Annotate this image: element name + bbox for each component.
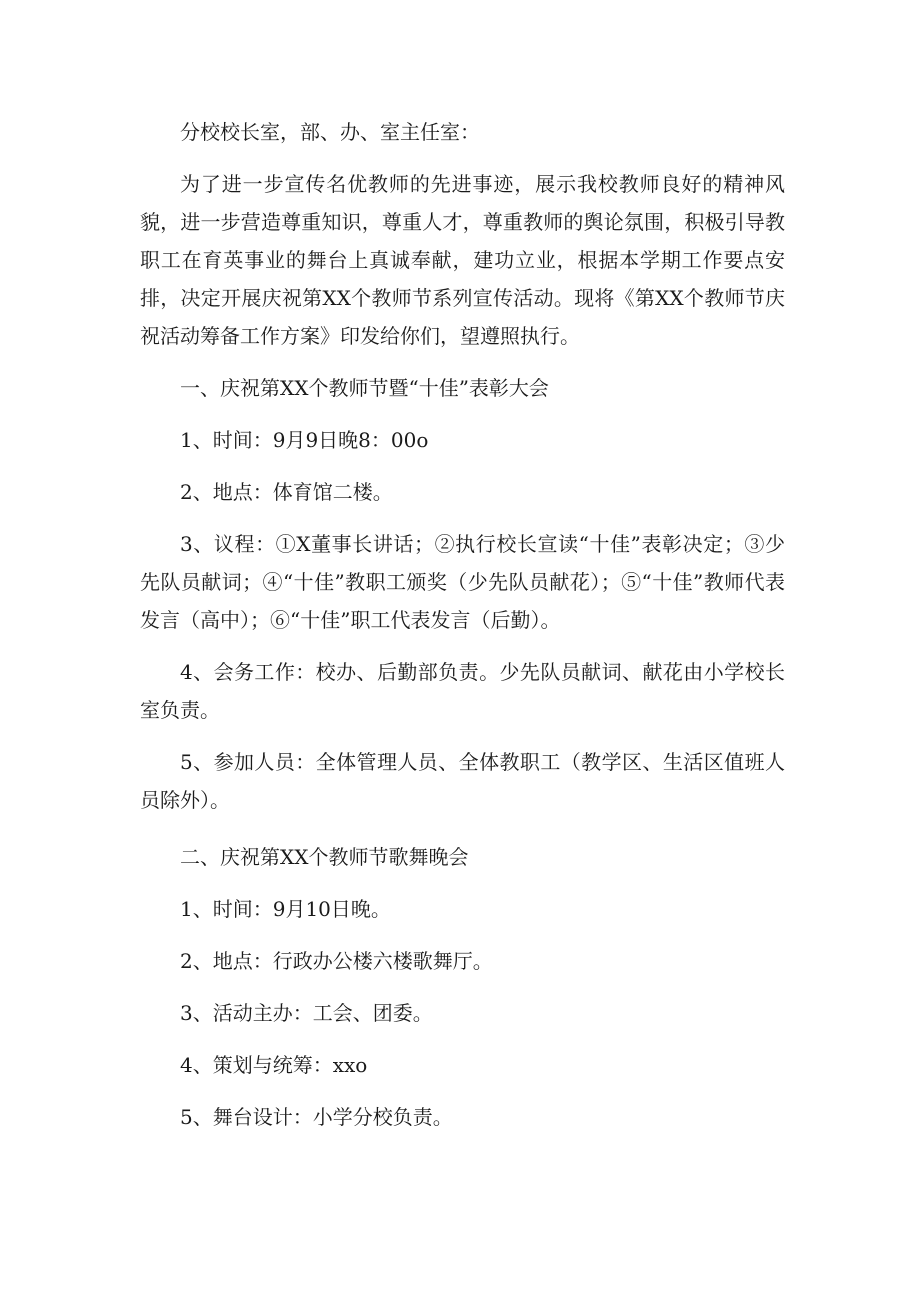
section-item: 2、地点：行政办公楼六楼歌舞厅。 (180, 949, 493, 973)
intro-paragraph: 为了进一步宣传名优教师的先进事迹，展示我校教师良好的精神风貌，进一步营造尊重知识，尊重人才，尊重教师的舆论氛围，积极引导教职工在育英事业的舞台上真诚奉献，建功立业，根据本学期工作要点安排，决定开展庆祝第XX个教师节系列宣传活动。现将《第XX个教师节庆祝活动筹备工作方案》印发给你们，望遵照执行。 (140, 172, 785, 348)
section-item: 3、议程：①X董事长讲话；②执行校长宣读“十佳”表彰决定；③少先队员献词；④“十佳”教职工颁奖（少先队员献花）；⑤“十佳”教师代表发言（高中）；⑥“十佳”职工代表发言（后勤）。 (140, 532, 785, 632)
section-item: 4、会务工作：校办、后勤部负责。少先队员献词、献花由小学校长室负责。 (140, 660, 785, 722)
section-heading: 二、庆祝第XX个教师节歌舞晚会 (180, 845, 469, 869)
section-heading: 一、庆祝第XX个教师节暨“十佳”表彰大会 (180, 376, 549, 400)
section-item: 1、时间：9月9日晚8：00o (180, 428, 429, 452)
section-item: 3、活动主办：工会、团委。 (180, 1001, 433, 1025)
section-item: 5、参加人员：全体管理人员、全体教职工（教学区、生活区值班人员除外）。 (140, 750, 785, 812)
document-body (140, 113, 785, 1136)
section-item: 5、舞台设计：小学分校负责。 (180, 1105, 453, 1129)
section-item: 1、时间：9月10日晚。 (180, 897, 391, 921)
section-item: 2、地点：体育馆二楼。 (180, 480, 393, 504)
salutation: 分校校长室，部、办、室主任室： (180, 120, 480, 144)
section-item: 4、策划与统筹：xxo (180, 1053, 368, 1077)
